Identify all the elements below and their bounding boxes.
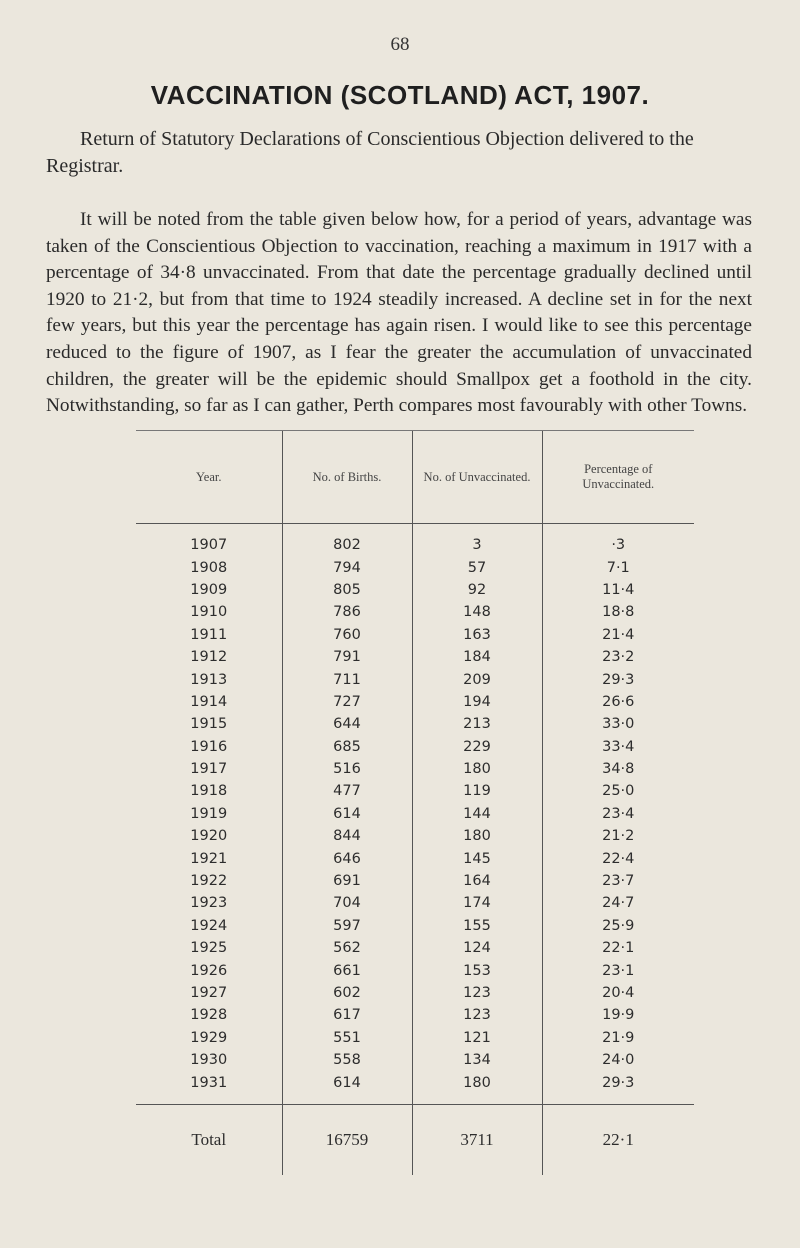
table-row (136, 1004, 694, 1026)
cell-year: 1931 (190, 1074, 228, 1091)
table-row (136, 556, 694, 578)
header-percentage: Percentage of Unvaccinated. (542, 431, 694, 524)
cell-percentage: 23·1 (542, 959, 694, 981)
cell-births: 477 (282, 780, 412, 802)
cell-percentage: 23·4 (542, 803, 694, 825)
cell-unvaccinated: 123 (412, 982, 542, 1004)
cell-year: 1914 (190, 693, 228, 710)
table-row (136, 847, 694, 869)
table-row (136, 579, 694, 601)
cell-births: 617 (282, 1004, 412, 1026)
cell-percentage: ·3 (542, 524, 694, 557)
cell-births: 614 (282, 803, 412, 825)
cell-year: 1907 (190, 537, 228, 554)
cell-year: 1927 (190, 985, 228, 1001)
cell-unvaccinated: 163 (412, 624, 542, 646)
cell-births: 760 (282, 624, 412, 646)
cell-unvaccinated: 144 (412, 803, 542, 825)
cell-unvaccinated: 153 (412, 959, 542, 981)
cell-percentage: 24·7 (542, 892, 694, 914)
cell-year: 1924 (190, 917, 228, 934)
cell-percentage: 33·4 (542, 736, 694, 758)
cell-year: 1911 (190, 626, 228, 643)
page-title: VACCINATION (SCOTLAND) ACT, 1907. (150, 80, 650, 110)
table-row (136, 624, 694, 646)
cell-year: 1922 (190, 873, 228, 890)
cell-unvaccinated: 123 (412, 1004, 542, 1026)
cell-unvaccinated: 180 (412, 1071, 542, 1104)
cell-unvaccinated: 3 (412, 524, 542, 557)
table-row (136, 959, 694, 981)
table-row (136, 803, 694, 825)
cell-percentage: 20·4 (542, 982, 694, 1004)
table-row (136, 937, 694, 959)
cell-percentage: 34·8 (542, 758, 694, 780)
cell-percentage: 26·6 (542, 691, 694, 713)
cell-births: 558 (282, 1049, 412, 1071)
cell-births: 516 (282, 758, 412, 780)
table-row (136, 982, 694, 1004)
table-body (136, 524, 694, 1105)
table-row (136, 601, 694, 623)
cell-unvaccinated: 180 (412, 825, 542, 847)
cell-year: 1929 (190, 1029, 228, 1046)
header-unvaccinated: No. of Unvaccinated. (412, 431, 542, 524)
table-row (136, 1027, 694, 1049)
cell-unvaccinated: 174 (412, 892, 542, 914)
cell-percentage: 24·0 (542, 1049, 694, 1071)
cell-percentage: 21·9 (542, 1027, 694, 1049)
cell-unvaccinated: 229 (412, 736, 542, 758)
table-row (136, 691, 694, 713)
cell-year: 1926 (190, 962, 228, 979)
header-year: Year. (136, 431, 282, 524)
cell-percentage: 25·0 (542, 780, 694, 802)
cell-percentage: 11·4 (542, 579, 694, 601)
cell-percentage: 21·2 (542, 825, 694, 847)
cell-unvaccinated: 155 (412, 915, 542, 937)
cell-births: 551 (282, 1027, 412, 1049)
total-row (136, 1104, 694, 1175)
cell-year: 1920 (190, 828, 228, 845)
table-row (136, 892, 694, 914)
cell-year: 1918 (190, 783, 228, 800)
cell-births: 602 (282, 982, 412, 1004)
table-row (136, 758, 694, 780)
cell-births: 844 (282, 825, 412, 847)
cell-unvaccinated: 119 (412, 780, 542, 802)
total-births: 16759 (282, 1104, 412, 1175)
cell-percentage: 29·3 (542, 668, 694, 690)
table-row (136, 713, 694, 735)
cell-percentage: 7·1 (542, 556, 694, 578)
cell-year: 1919 (190, 805, 228, 822)
cell-unvaccinated: 184 (412, 646, 542, 668)
cell-unvaccinated: 194 (412, 691, 542, 713)
table-row (136, 870, 694, 892)
table-row (136, 780, 694, 802)
cell-births: 802 (282, 524, 412, 557)
total-unvaccinated: 3711 (412, 1104, 542, 1175)
cell-percentage: 25·9 (542, 915, 694, 937)
table-row (136, 825, 694, 847)
cell-births: 644 (282, 713, 412, 735)
cell-year: 1910 (190, 604, 228, 621)
cell-unvaccinated: 213 (412, 713, 542, 735)
table-row (136, 668, 694, 690)
cell-year: 1916 (190, 738, 228, 755)
cell-unvaccinated: 124 (412, 937, 542, 959)
cell-percentage: 22·1 (542, 937, 694, 959)
cell-births: 597 (282, 915, 412, 937)
cell-unvaccinated: 121 (412, 1027, 542, 1049)
cell-year: 1912 (190, 649, 228, 666)
table-row (136, 646, 694, 668)
cell-births: 805 (282, 579, 412, 601)
table-row (136, 915, 694, 937)
cell-percentage: 29·3 (542, 1071, 694, 1104)
cell-year: 1925 (190, 940, 228, 957)
cell-births: 685 (282, 736, 412, 758)
cell-births: 786 (282, 601, 412, 623)
cell-unvaccinated: 164 (412, 870, 542, 892)
cell-percentage: 23·7 (542, 870, 694, 892)
subtitle: Return of Statutory Declarations of Conscientious Objection delivered to the Registrar. (46, 128, 694, 177)
table-row (136, 1049, 694, 1071)
cell-unvaccinated: 57 (412, 556, 542, 578)
cell-year: 1908 (190, 559, 228, 576)
header-births: No. of Births. (282, 431, 412, 524)
cell-percentage: 19·9 (542, 1004, 694, 1026)
cell-births: 691 (282, 870, 412, 892)
cell-year: 1909 (190, 581, 228, 598)
table-row (136, 736, 694, 758)
cell-births: 727 (282, 691, 412, 713)
cell-year: 1923 (190, 895, 228, 912)
total-percentage: 22·1 (542, 1104, 694, 1175)
cell-percentage: 33·0 (542, 713, 694, 735)
table-header-row (136, 431, 694, 524)
cell-percentage: 18·8 (542, 601, 694, 623)
cell-births: 794 (282, 556, 412, 578)
cell-births: 791 (282, 646, 412, 668)
cell-births: 562 (282, 937, 412, 959)
cell-unvaccinated: 180 (412, 758, 542, 780)
cell-year: 1917 (190, 761, 228, 778)
total-label: Total (136, 1104, 282, 1175)
cell-births: 661 (282, 959, 412, 981)
table-row (136, 524, 694, 557)
cell-unvaccinated: 92 (412, 579, 542, 601)
cell-percentage: 21·4 (542, 624, 694, 646)
page-number: 68 (390, 34, 410, 55)
cell-year: 1921 (190, 850, 228, 867)
cell-births: 614 (282, 1071, 412, 1104)
cell-unvaccinated: 145 (412, 847, 542, 869)
cell-births: 704 (282, 892, 412, 914)
cell-year: 1913 (190, 671, 228, 688)
vaccination-table (136, 430, 694, 1175)
cell-percentage: 22·4 (542, 847, 694, 869)
cell-unvaccinated: 134 (412, 1049, 542, 1071)
body-paragraph: It will be noted from the table given below how, for a period of years, advantage was taken of the Conscientious Objection to vaccination, reaching a maximum in 1917 with a percentage of 34·8 unvaccinated. From that date the percentage gradually declined until 1920 to 21·2, but from that time to 1924 steadily increased. A decline set in for the next few years, but this year the percentage has again risen. I would like to see this percentage reduced to the figure of 1907, as I fear the greater the accumulation of unvaccinated children, the greater will be the epidemic should Smallpox get a foothold in the city. Notwithstanding, so far as I can gather, Perth compares most favourably with other Towns. (46, 209, 752, 417)
cell-percentage: 23·2 (542, 646, 694, 668)
table-row (136, 1071, 694, 1104)
cell-births: 711 (282, 668, 412, 690)
cell-year: 1915 (190, 716, 228, 733)
cell-unvaccinated: 148 (412, 601, 542, 623)
cell-births: 646 (282, 847, 412, 869)
cell-year: 1930 (190, 1052, 228, 1069)
cell-unvaccinated: 209 (412, 668, 542, 690)
cell-year: 1928 (190, 1007, 228, 1024)
